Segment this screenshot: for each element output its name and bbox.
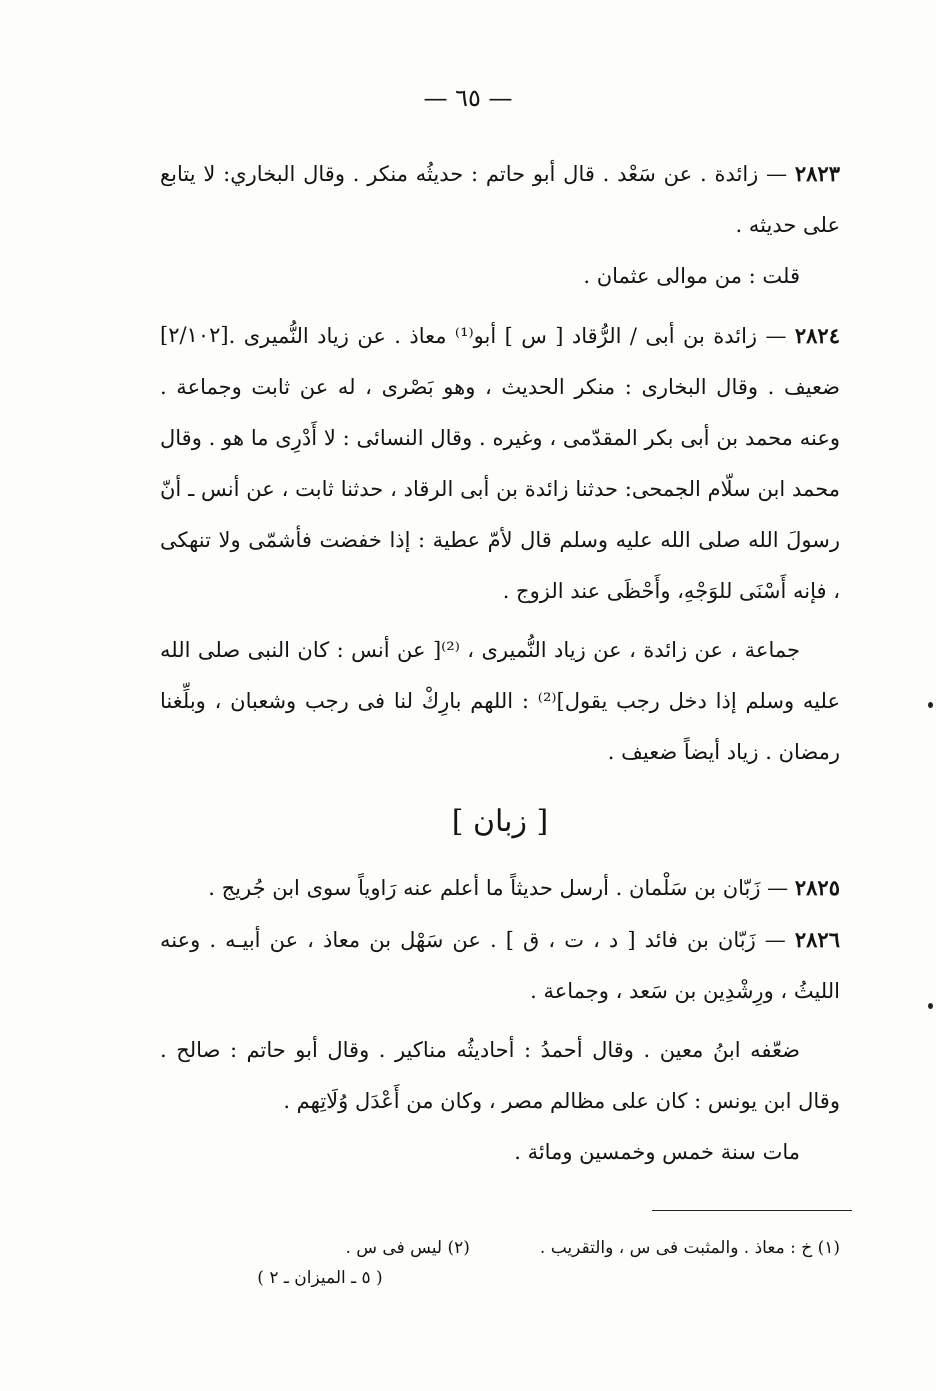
entry-number: ٢٨٢٥: [794, 875, 840, 900]
entry-2826: [160, 914, 840, 1017]
entry-2824: [160, 310, 840, 617]
entry-number: ٢٨٢٣: [794, 161, 840, 186]
main-text: [160, 148, 840, 1178]
entry-2824-para2: جماعة ، عن زائدة ، عن زياد النُّميرى ، ⁽²⁾[ عن أنس : كان النبى صلى الله عليه وسلم إذا دخل رجب يقول]⁽²⁾ : اللهم بارِكْ لنا فى رجب وشعبان ، وبلِّغنا رمضان . زياد أيضاً ضعيف .: [160, 638, 840, 764]
entry-number: ٢٨٢٦: [794, 927, 840, 952]
footnote-row: [200, 1232, 840, 1264]
entry-2825: [160, 862, 840, 914]
footnote-2: (٢) ليس فى س .: [345, 1238, 470, 1258]
footnote-divider: [652, 1210, 852, 1211]
margin-speck: [928, 702, 933, 708]
entry-text: — زَبّان بن فائد [ د ، ت ، ق ] . عن سَهْل بن معاذ ، عن أبيـه . وعنه الليثُ ، ورِشْدِين بن سَعد ، وجماعة .: [160, 928, 840, 1003]
margin-speck: [928, 1003, 933, 1009]
volume-page-reference: [٢/١٠٢]: [160, 323, 229, 347]
entry-2823-note: قلت : من موالى عثمان .: [583, 264, 800, 288]
signature-mark: ( ٥ ـ الميزان ـ ٢ ): [257, 1268, 383, 1288]
footnotes: [200, 1232, 840, 1264]
section-title: [ زبان ]: [451, 804, 549, 839]
entry-text: — زَبّان بن سَلْمان . أرسل حديثاً ما أعلم عنه رَاوياً سوى ابن جُريج .: [208, 876, 795, 900]
entry-number: ٢٨٢٤: [794, 323, 840, 348]
entry-2826-para2: ضعّفه ابنُ معين . وقال أحمدُ : أحاديثُه مناكير . وقال أبو حاتم : صالح . وقال ابن يونس : كان على مظالم مصر ، وكان من أَعْدَل وُلَاتِهم .: [160, 1038, 840, 1113]
footnote-1: (١) خ : معاذ . والمثبت فى س ، والتقريب .: [539, 1238, 840, 1258]
entry-2823: [160, 148, 840, 251]
page-number: — ٦٥ —: [423, 84, 513, 112]
entry-2826-para3: مات سنة خمس وخمسين ومائة .: [514, 1140, 800, 1164]
entry-text: — زائدة بن أبى / الرُّقاد [ س ] أبو⁽¹⁾ معاذ . عن زياد النُّميرى . ضعيف . وقال البخارى : منكر الحديث ، وهو بَصْرى ، له عن ثابت وجماعة . وعنه محمد بن أبى بكر المقدّمى ، وغيره . وقال النسائى : لا أَدْرِى ما هو . وقال محمد ابن سلّام الجمحى: حدثنا زائدة بن أبى الرقاد ، حدثنا ثابت ، عن أنس ـ أنّ رسولَ الله صلى الله عليه وسلم قال لأمّ عطية : إذا خفضت فأشمّى ولا تنهكى ، فإنه أَسْنَى للوَجْهِ، وأَحْظَى عند الزوج .: [160, 324, 840, 603]
entry-text: — زائدة . عن سَعْد . قال أبو حاتم : حديثُه منكر . وقال البخاري: لا يتابع على حديثه .: [160, 162, 840, 237]
